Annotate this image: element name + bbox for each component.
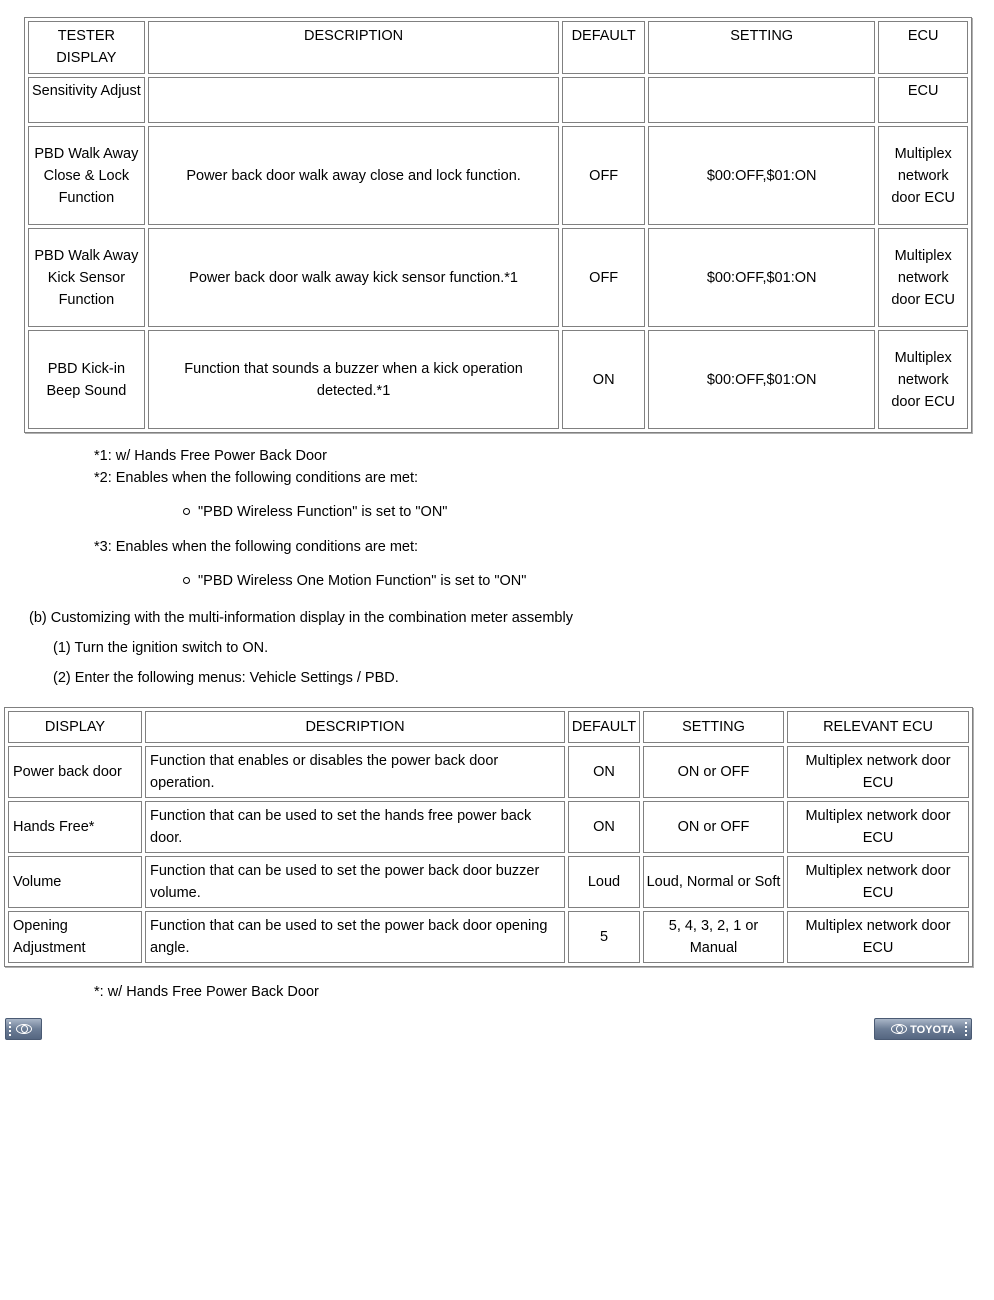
footnote-1: *1: w/ Hands Free Power Back Door <box>94 448 327 464</box>
cell-description: Function that sounds a buzzer when a kick operation detected.*1 <box>148 330 560 429</box>
bullet-icon <box>183 508 190 515</box>
footnote-2-item-text: "PBD Wireless Function" is set to "ON" <box>198 504 448 520</box>
table-row <box>28 77 968 123</box>
header-description: DESCRIPTION <box>148 21 560 74</box>
header-ecu: ECU <box>878 21 968 74</box>
cell-setting: Loud, Normal or Soft <box>643 856 784 908</box>
header-description: DESCRIPTION <box>145 711 565 743</box>
cell-description: Function that can be used to set the power back door buzzer volume. <box>145 856 565 908</box>
tester-customize-table <box>24 17 972 433</box>
footnote-3-item-text: "PBD Wireless One Motion Function" is set to "ON" <box>198 573 527 589</box>
cell-setting: $00:OFF,$01:ON <box>648 330 875 429</box>
cell-setting: $00:OFF,$01:ON <box>648 228 875 327</box>
header-relevant-ecu: RELEVANT ECU <box>787 711 969 743</box>
cell-ecu: Multiplex network door ECU <box>878 330 968 429</box>
cell-setting: ON or OFF <box>643 801 784 853</box>
cell-ecu: Multiplex network door ECU <box>787 911 969 963</box>
cell-description: Power back door walk away close and lock function. <box>148 126 560 225</box>
cell-ecu: ECU <box>878 77 968 123</box>
table-row <box>8 911 969 963</box>
cell-description <box>148 77 560 123</box>
table-header-row <box>8 711 969 743</box>
table-row <box>28 228 968 327</box>
table-row <box>8 856 969 908</box>
header-tester-display: TESTER DISPLAY <box>28 21 145 74</box>
header-display: DISPLAY <box>8 711 142 743</box>
toyota-label: TOYOTA <box>910 1024 955 1036</box>
cell-display: PBD Walk Away Close & Lock Function <box>28 126 145 225</box>
toyota-emblem-icon <box>16 1024 32 1034</box>
section-b-heading: (b) Customizing with the multi-information display in the combination meter assembly <box>29 610 573 626</box>
cell-default: 5 <box>568 911 640 963</box>
header-setting: SETTING <box>648 21 875 74</box>
step-1: (1) Turn the ignition switch to ON. <box>53 640 269 656</box>
toyota-logo-button[interactable] <box>874 1018 972 1040</box>
footnote-2: *2: Enables when the following conditions are met: <box>94 470 419 486</box>
cell-display: Hands Free* <box>8 801 142 853</box>
home-button[interactable] <box>5 1018 42 1040</box>
footnote-2-item <box>183 501 447 523</box>
cell-setting: ON or OFF <box>643 746 784 798</box>
cell-default: Loud <box>568 856 640 908</box>
cell-display: PBD Walk Away Kick Sensor Function <box>28 228 145 327</box>
cell-display: PBD Kick-in Beep Sound <box>28 330 145 429</box>
cell-display: Opening Adjustment <box>8 911 142 963</box>
cell-default: ON <box>568 801 640 853</box>
bullet-icon <box>183 577 190 584</box>
cell-display: Volume <box>8 856 142 908</box>
cell-default <box>562 77 645 123</box>
header-default: DEFAULT <box>562 21 645 74</box>
table-header-row <box>28 21 968 74</box>
meter-customize-table <box>4 707 973 967</box>
cell-default: ON <box>562 330 645 429</box>
step-2: (2) Enter the following menus: Vehicle Settings / PBD. <box>53 670 399 686</box>
table-row <box>8 746 969 798</box>
cell-description: Function that can be used to set the power back door opening angle. <box>145 911 565 963</box>
cell-display: Power back door <box>8 746 142 798</box>
cell-ecu: Multiplex network door ECU <box>878 228 968 327</box>
cell-ecu: Multiplex network door ECU <box>787 746 969 798</box>
cell-description: Power back door walk away kick sensor function.*1 <box>148 228 560 327</box>
cell-setting: $00:OFF,$01:ON <box>648 126 875 225</box>
toyota-emblem-icon <box>891 1024 907 1034</box>
cell-ecu: Multiplex network door ECU <box>878 126 968 225</box>
cell-default: OFF <box>562 126 645 225</box>
cell-setting: 5, 4, 3, 2, 1 or Manual <box>643 911 784 963</box>
footnote-hands-free: *: w/ Hands Free Power Back Door <box>94 984 319 1000</box>
table-row <box>28 330 968 429</box>
cell-description: Function that enables or disables the power back door operation. <box>145 746 565 798</box>
cell-display: Sensitivity Adjust <box>28 77 145 123</box>
header-setting: SETTING <box>643 711 784 743</box>
footnote-3-item <box>183 570 526 592</box>
cell-ecu: Multiplex network door ECU <box>787 801 969 853</box>
cell-description: Function that can be used to set the hands free power back door. <box>145 801 565 853</box>
footnote-3: *3: Enables when the following conditions are met: <box>94 539 419 555</box>
cell-ecu: Multiplex network door ECU <box>787 856 969 908</box>
cell-default: OFF <box>562 228 645 327</box>
cell-setting <box>648 77 875 123</box>
header-default: DEFAULT <box>568 711 640 743</box>
table-row <box>28 126 968 225</box>
cell-default: ON <box>568 746 640 798</box>
table-row <box>8 801 969 853</box>
